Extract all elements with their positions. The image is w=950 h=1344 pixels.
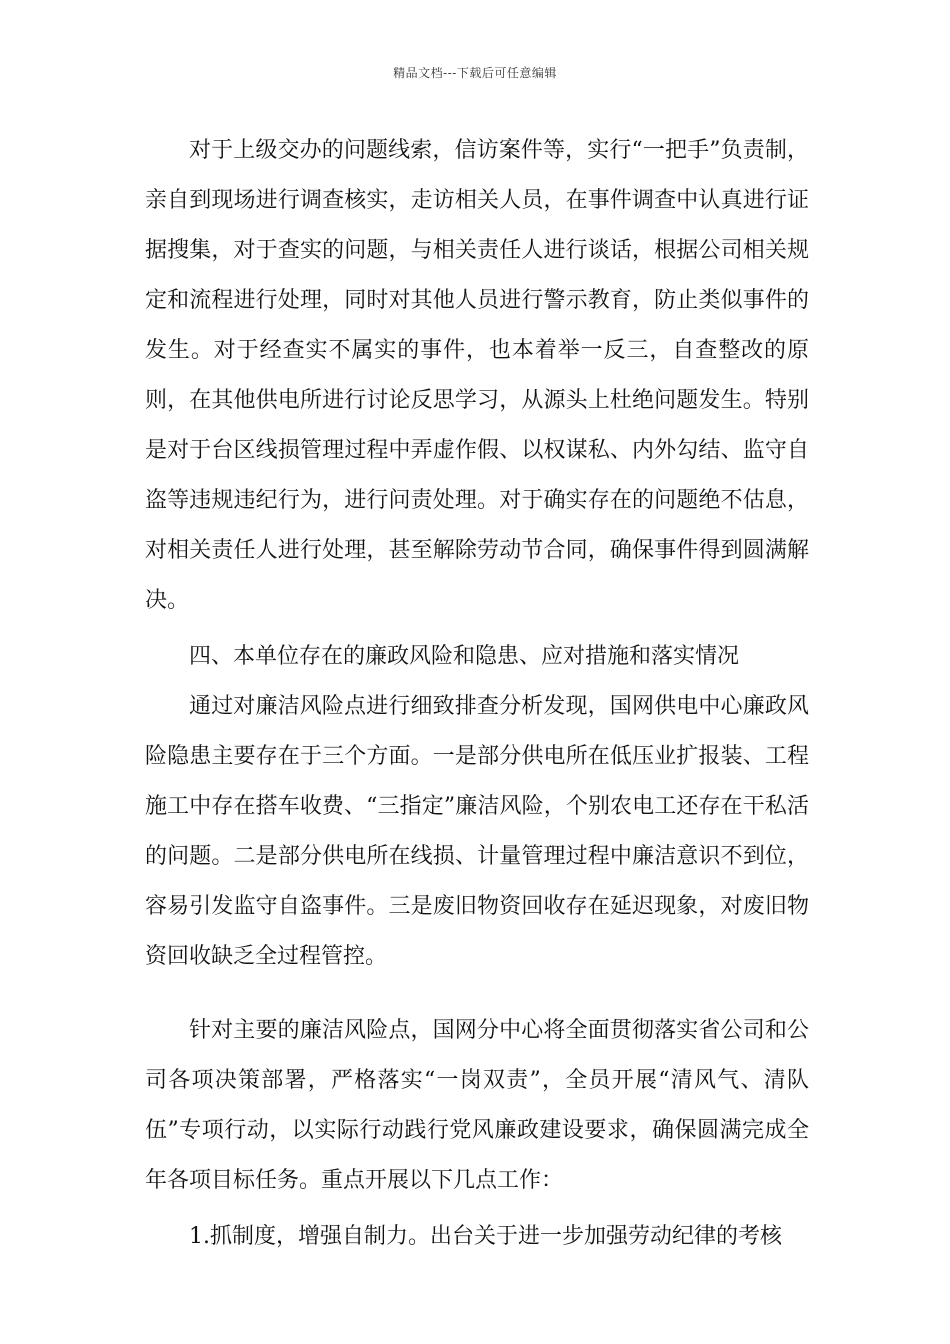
paragraph-measures: 针对主要的廉洁风险点，国网分中心将全面贯彻落实省公司和公司各项决策部署，严格落实“一岗双责”，全员开展“清风气、清队伍”专项行动，以实际行动践行党风廉政建设要求，确保圆满完成全年各项目标任务。重点开展以下几点工作： — [145, 1018, 809, 1193]
page-header: 精品文档---下载后可任意编辑 — [393, 66, 557, 80]
section-heading-risks: 四、本单位存在的廉政风险和隐患、应对措施和落实情况 — [189, 644, 740, 669]
paragraph-complaint-handling: 对于上级交办的问题线索，信访案件等，实行“一把手”负责制，亲自到现场进行调查核实，走访相关人员，在事件调查中认真进行证据搜集，对于查实的问题，与相关责任人进行谈话，根据公司相关规定和流程进行处理，同时对其他人员进行警示教育，防止类似事件的发生。对于经查实不属实的事件，也本着举一反三，自查整改的原则，在其他供电所进行讨论反思学习，从源头上杜绝问题发生。特别是对于台区线损管理过程中弄虚作假、以权谋私、内外勾结、监守自盗等违规违纪行为，进行问责处理。对于确实存在的问题绝不估息，对相关责任人进行处理，甚至解除劳动节合同，确保事件得到圆满解决。 — [145, 138, 809, 613]
paragraph-item-1: 1.抓制度，增强自制力。出台关于进一步加强劳动纪律的考核 — [189, 1224, 782, 1249]
document-body — [145, 126, 809, 1262]
paragraph-risk-analysis: 通过对廉洁风险点进行细致排查分析发现，国网供电中心廉政风险隐患主要存在于三个方面。一是部分供电所在低压业扩报装、工程施工中存在搭车收费、“三指定”廉洁风险，个别农电工还存在干私活的问题。二是部分供电所在线损、计量管理过程中廉洁意识不到位，容易引发监守自盗事件。三是废旧物资回收存在延迟现象，对废旧物资回收缺乏全过程管控。 — [145, 694, 809, 969]
